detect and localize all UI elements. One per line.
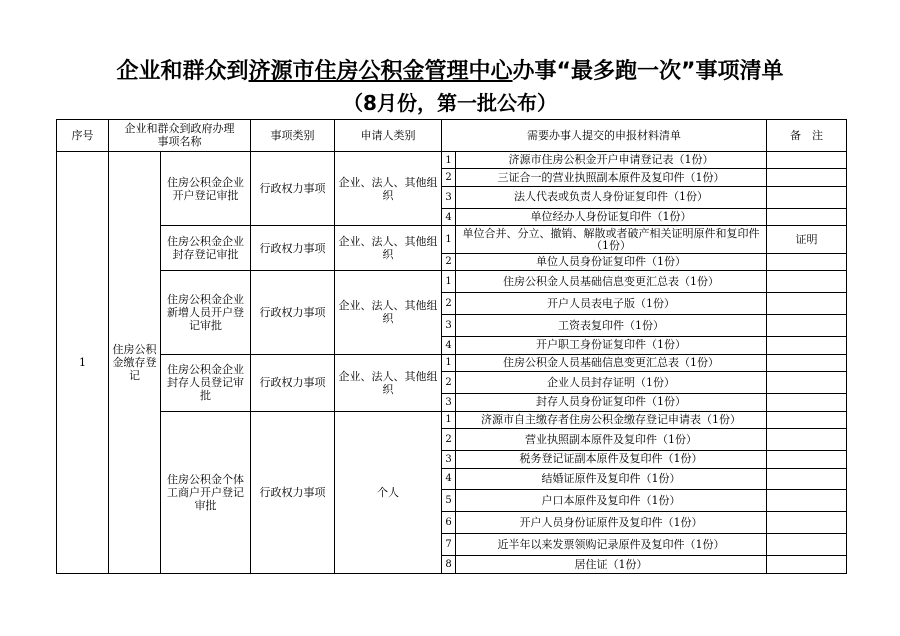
title-organization: 济源市住房公积金管理中心 — [248, 59, 513, 84]
remark-cell — [767, 169, 847, 187]
material-text-cell: 开户人员身份证原件及复印件（1份） — [456, 512, 767, 534]
material-text-cell: 工资表复印件（1份） — [456, 315, 767, 337]
category-cell: 行政权力事项 — [251, 151, 335, 226]
material-text-cell: 近半年以来发票领购记录原件及复印件（1份） — [456, 534, 767, 556]
material-number-cell: 8 — [442, 556, 456, 574]
category-cell: 行政权力事项 — [251, 271, 335, 354]
material-text-cell: 开户人员表电子版（1份） — [456, 293, 767, 315]
applicant-cell: 企业、法人、其他组织 — [335, 354, 442, 411]
header-item-line1: 企业和群众到政府办理 — [124, 122, 235, 136]
material-number-cell: 2 — [442, 372, 456, 394]
remark-cell — [767, 186, 847, 208]
page-title — [0, 58, 900, 86]
remark-cell — [767, 534, 847, 556]
material-number-cell: 4 — [442, 468, 456, 490]
material-text-cell: 法人代表或负责人身份证复印件（1份） — [456, 186, 767, 208]
header-applicant: 申请人类别 — [335, 120, 442, 152]
header-category: 事项类别 — [251, 120, 335, 152]
remark-cell — [767, 271, 847, 293]
remark-cell — [767, 450, 847, 468]
material-text-cell: 住房公积金人员基础信息变更汇总表（1份） — [456, 354, 767, 372]
material-number-cell: 2 — [442, 429, 456, 451]
material-number-cell: 3 — [442, 394, 456, 412]
material-text-cell: 结婚证原件及复印件（1份） — [456, 468, 767, 490]
remark-cell — [767, 293, 847, 315]
material-text-cell: 济源市自主缴存者住房公积金缴存登记申请表（1份） — [456, 411, 767, 429]
sub-item-name-cell: 住房公积金个体工商户开户登记审批 — [161, 411, 251, 573]
remark-cell — [767, 354, 847, 372]
remark-cell — [767, 337, 847, 355]
sub-item-name-cell: 住房公积金企业封存登记审批 — [161, 226, 251, 271]
material-text-cell: 住房公积金人员基础信息变更汇总表（1份） — [456, 271, 767, 293]
matters-table — [56, 119, 847, 574]
page-subtitle: （8月份，第一批公布） — [343, 91, 557, 115]
material-number-cell: 3 — [442, 315, 456, 337]
table-row — [57, 271, 847, 293]
remark-cell — [767, 411, 847, 429]
material-number-cell: 2 — [442, 169, 456, 187]
material-number-cell: 1 — [442, 411, 456, 429]
remark-cell — [767, 556, 847, 574]
material-text-cell: 税务登记证副本原件及复印件（1份） — [456, 450, 767, 468]
material-text-cell: 单位人员身份证复印件（1份） — [456, 253, 767, 271]
material-text-cell: 单位合并、分立、撤销、解散或者破产相关证明原件和复印件（1份） — [456, 226, 767, 253]
material-number-cell: 1 — [442, 271, 456, 293]
remark-cell: 证明 — [767, 226, 847, 253]
material-number-cell: 4 — [442, 208, 456, 226]
material-number-cell: 4 — [442, 337, 456, 355]
material-number-cell: 2 — [442, 293, 456, 315]
material-text-cell: 三证合一的营业执照副本原件及复印件（1份） — [456, 169, 767, 187]
material-number-cell: 7 — [442, 534, 456, 556]
header-materials: 需要办事人提交的申报材料清单 — [442, 120, 767, 152]
group-name-cell: 住房公积金缴存登记 — [109, 151, 161, 573]
sub-item-name-cell: 住房公积金企业封存人员登记审批 — [161, 354, 251, 411]
header-row — [57, 120, 847, 152]
material-number-cell: 6 — [442, 512, 456, 534]
applicant-cell: 个人 — [335, 411, 442, 573]
material-text-cell: 单位经办人身份证复印件（1份） — [456, 208, 767, 226]
material-text-cell: 封存人员身份证复印件（1份） — [456, 394, 767, 412]
material-number-cell: 5 — [442, 490, 456, 512]
material-text-cell: 企业人员封存证明（1份） — [456, 372, 767, 394]
table-row — [57, 151, 847, 169]
header-item-line2: 事项名称 — [157, 135, 202, 149]
material-text-cell: 济源市住房公积金开户申请登记表（1份） — [456, 151, 767, 169]
remark-cell — [767, 253, 847, 271]
category-cell: 行政权力事项 — [251, 354, 335, 411]
material-text-cell: 开户职工身份证复印件（1份） — [456, 337, 767, 355]
remark-cell — [767, 490, 847, 512]
material-number-cell: 2 — [442, 253, 456, 271]
table-row — [57, 226, 847, 253]
header-remark: 备 注 — [767, 120, 847, 152]
sub-item-name-cell: 住房公积金企业开户登记审批 — [161, 151, 251, 226]
header-seq: 序号 — [57, 120, 109, 152]
remark-cell — [767, 315, 847, 337]
material-number-cell: 3 — [442, 186, 456, 208]
category-cell: 行政权力事项 — [251, 226, 335, 271]
seq-cell: 1 — [57, 151, 109, 573]
material-number-cell: 1 — [442, 226, 456, 253]
remark-cell — [767, 512, 847, 534]
title-suffix: 办事“最多跑一次”事项清单 — [512, 59, 784, 84]
material-number-cell: 3 — [442, 450, 456, 468]
remark-cell — [767, 468, 847, 490]
title-prefix: 企业和群众到 — [116, 59, 249, 84]
material-text-cell: 居住证（1份） — [456, 556, 767, 574]
applicant-cell: 企业、法人、其他组织 — [335, 271, 442, 354]
material-number-cell: 1 — [442, 354, 456, 372]
remark-cell — [767, 372, 847, 394]
remark-cell — [767, 151, 847, 169]
header-item-name — [109, 120, 251, 152]
material-text-cell: 营业执照副本原件及复印件（1份） — [456, 429, 767, 451]
applicant-cell: 企业、法人、其他组织 — [335, 226, 442, 271]
sub-item-name-cell: 住房公积金企业新增人员开户登记审批 — [161, 271, 251, 354]
material-text-cell: 户口本原件及复印件（1份） — [456, 490, 767, 512]
table-row — [57, 411, 847, 429]
applicant-cell: 企业、法人、其他组织 — [335, 151, 442, 226]
remark-cell — [767, 394, 847, 412]
table-body — [57, 120, 847, 574]
category-cell: 行政权力事项 — [251, 411, 335, 573]
material-number-cell: 1 — [442, 151, 456, 169]
table-row — [57, 354, 847, 372]
remark-cell — [767, 429, 847, 451]
remark-cell — [767, 208, 847, 226]
